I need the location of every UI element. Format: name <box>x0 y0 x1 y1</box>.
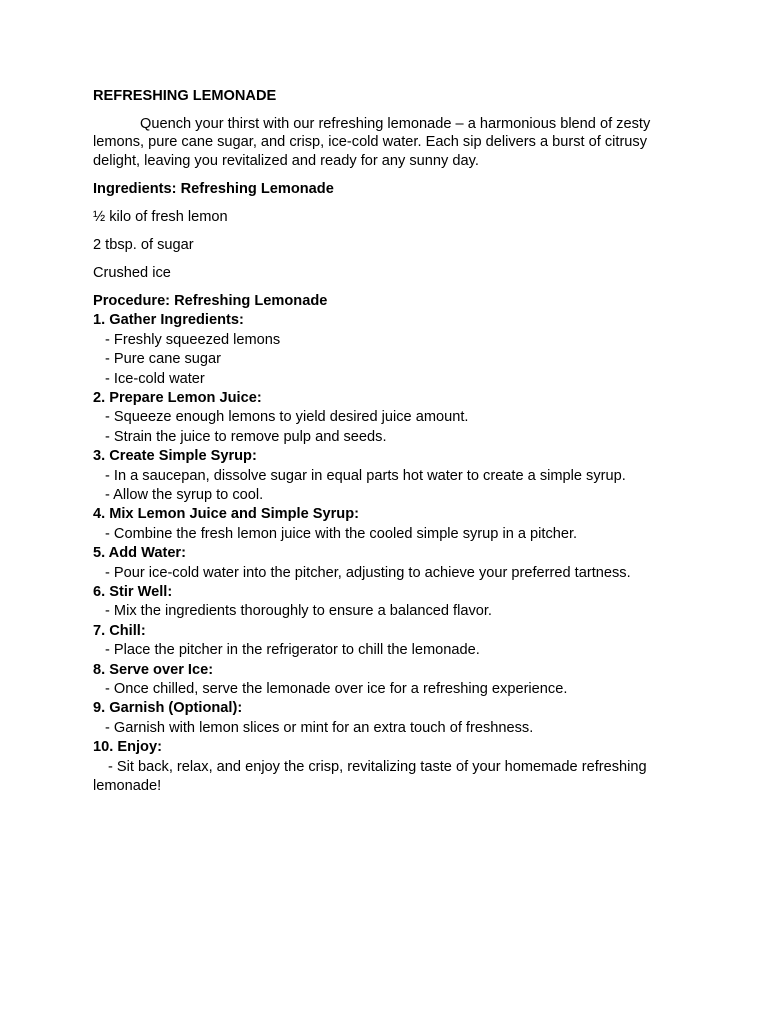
step-line: - Pure cane sugar <box>105 351 222 368</box>
step-line: - Strain the juice to remove pulp and seeds. <box>105 428 387 445</box>
document-title: REFRESHING LEMONADE <box>93 88 277 104</box>
procedure-step <box>93 622 683 661</box>
step-title: 2. Prepare Lemon Juice: <box>93 389 262 406</box>
step-title: 1. Gather Ingredients: <box>93 312 244 329</box>
procedure-step <box>93 738 683 796</box>
ingredient-item: ½ kilo of fresh lemon <box>93 208 228 225</box>
step-title: 6. Stir Well: <box>93 583 173 600</box>
procedure-step <box>93 544 683 583</box>
step-line: - Freshly squeezed lemons <box>105 331 281 348</box>
ingredient-item: Crushed ice <box>93 264 171 281</box>
procedure-step <box>93 389 683 447</box>
procedure-step <box>93 311 683 389</box>
step-line-wrapped <box>93 758 683 797</box>
step-line: - Place the pitcher in the refrigerator to chill the lemonade. <box>105 642 480 659</box>
ingredients-heading: Ingredients: Refreshing Lemonade <box>93 180 334 197</box>
step-line: - Pour ice-cold water into the pitcher, adjusting to achieve your preferred tartness. <box>105 564 631 581</box>
document-page <box>93 87 683 796</box>
step-line: - In a saucepan, dissolve sugar in equal parts hot water to create a simple syrup. <box>105 467 626 484</box>
step-title: 5. Add Water: <box>93 545 186 562</box>
step-line: - Once chilled, serve the lemonade over ice for a refreshing experience. <box>105 681 568 698</box>
procedure-heading: Procedure: Refreshing Lemonade <box>93 292 328 309</box>
step-line: - Garnish with lemon slices or mint for an extra touch of freshness. <box>105 719 534 736</box>
procedure-step <box>93 447 683 505</box>
procedure-step <box>93 699 683 738</box>
step-line: - Ice-cold water <box>105 370 205 387</box>
procedure-step <box>93 661 683 700</box>
ingredient-item: 2 tbsp. of sugar <box>93 236 194 253</box>
step-line: - Allow the syrup to cool. <box>105 486 264 503</box>
step-title: 10. Enjoy: <box>93 739 162 756</box>
step-line: - Combine the fresh lemon juice with the cooled simple syrup in a pitcher. <box>105 525 578 542</box>
step-line: - Squeeze enough lemons to yield desired juice amount. <box>105 409 469 426</box>
step-title: 9. Garnish (Optional): <box>93 700 243 717</box>
step-line: - Mix the ingredients thoroughly to ensure a balanced flavor. <box>105 603 492 620</box>
intro-paragraph: Quench your thirst with our refreshing lemonade – a harmonious blend of zesty lemons, pure cane sugar, and crisp, ice-cold water. Each sip delivers a burst of citrusy delight, leaving you revitalized and ready for any sunny day. <box>93 116 651 169</box>
step-title: 8. Serve over Ice: <box>93 661 214 678</box>
procedure-step <box>93 505 683 544</box>
step-title: 4. Mix Lemon Juice and Simple Syrup: <box>93 506 359 523</box>
step-title: 7. Chill: <box>93 622 146 639</box>
step-title: 3. Create Simple Syrup: <box>93 448 257 465</box>
procedure-step <box>93 583 683 622</box>
step-line-text: - Sit back, relax, and enjoy the crisp, revitalizing taste of your homemade refreshing lemonade! <box>93 758 647 795</box>
